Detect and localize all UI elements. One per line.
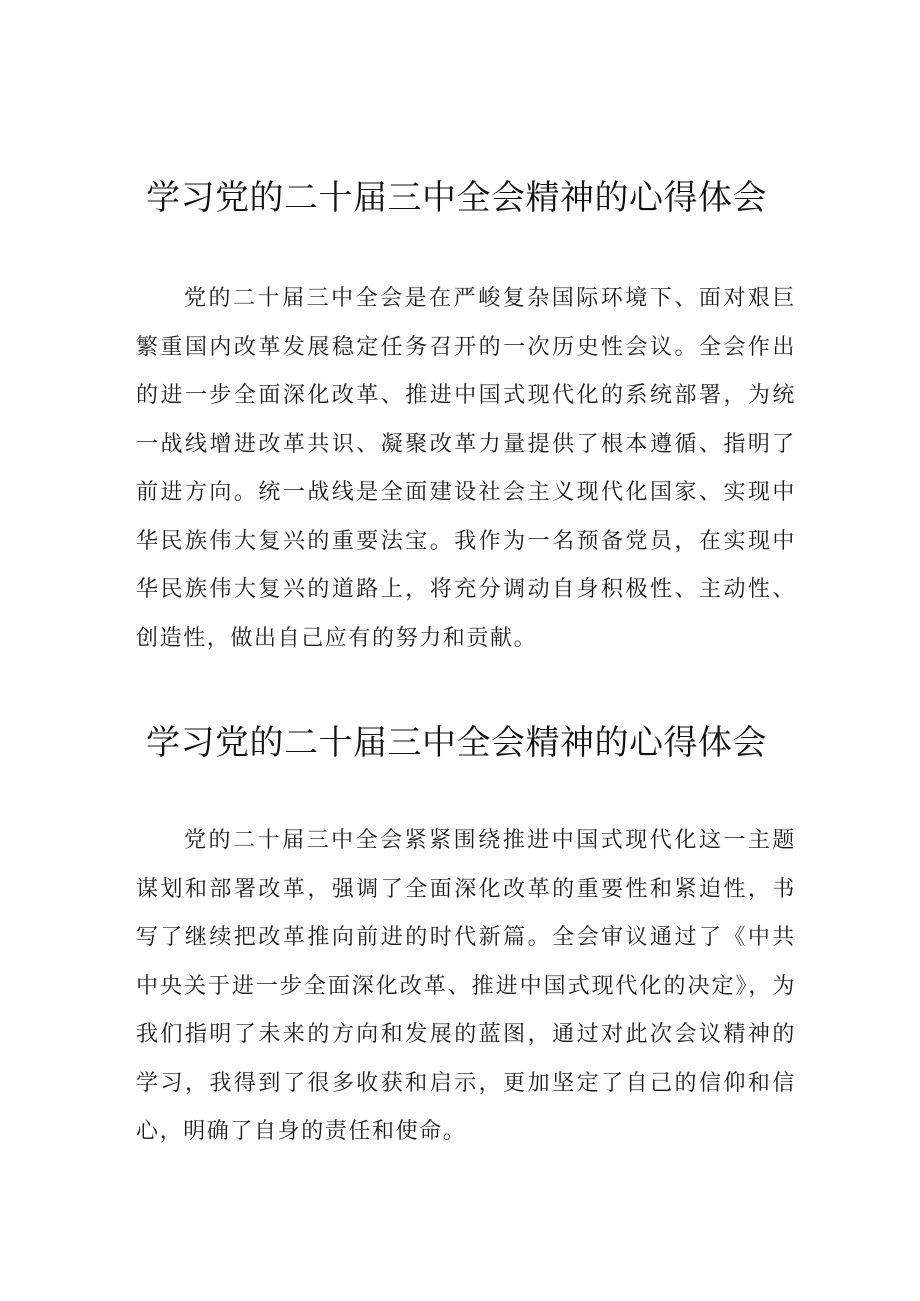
article-section-1: [136, 170, 796, 663]
article-section-2: [136, 715, 796, 1157]
section-title: 学习党的二十届三中全会精神的心得体会: [146, 723, 767, 763]
section-paragraph: 党的二十届三中全会紧紧围绕推进中国式现代化这一主题谋划和部署改革，强调了全面深化改革的重要性和紧迫性，书写了继续把改革推向前进的时代新篇。全会审议通过了《中共中央关于进一步全面深化改革、推进中国式现代化的决定》，为我们指明了未来的方向和发展的蓝图，通过对此次会议精神的学习，我得到了很多收获和启示，更加坚定了自己的信仰和信心，明确了自身的责任和使命。: [136, 828, 796, 1144]
section-paragraph: 党的二十届三中全会是在严峻复杂国际环境下、面对艰巨繁重国内改革发展稳定任务召开的一次历史性会议。全会作出的进一步全面深化改革、推进中国式现代化的系统部署，为统一战线增进改革共识、凝聚改革力量提供了根本遵循、指明了前进方向。统一战线是全面建设社会主义现代化国家、实现中华民族伟大复兴的重要法宝。我作为一名预备党员，在实现中华民族伟大复兴的道路上，将充分调动自身积极性、主动性、创造性，做出自己应有的努力和贡献。: [136, 286, 796, 651]
section-title: 学习党的二十届三中全会精神的心得体会: [146, 178, 767, 218]
